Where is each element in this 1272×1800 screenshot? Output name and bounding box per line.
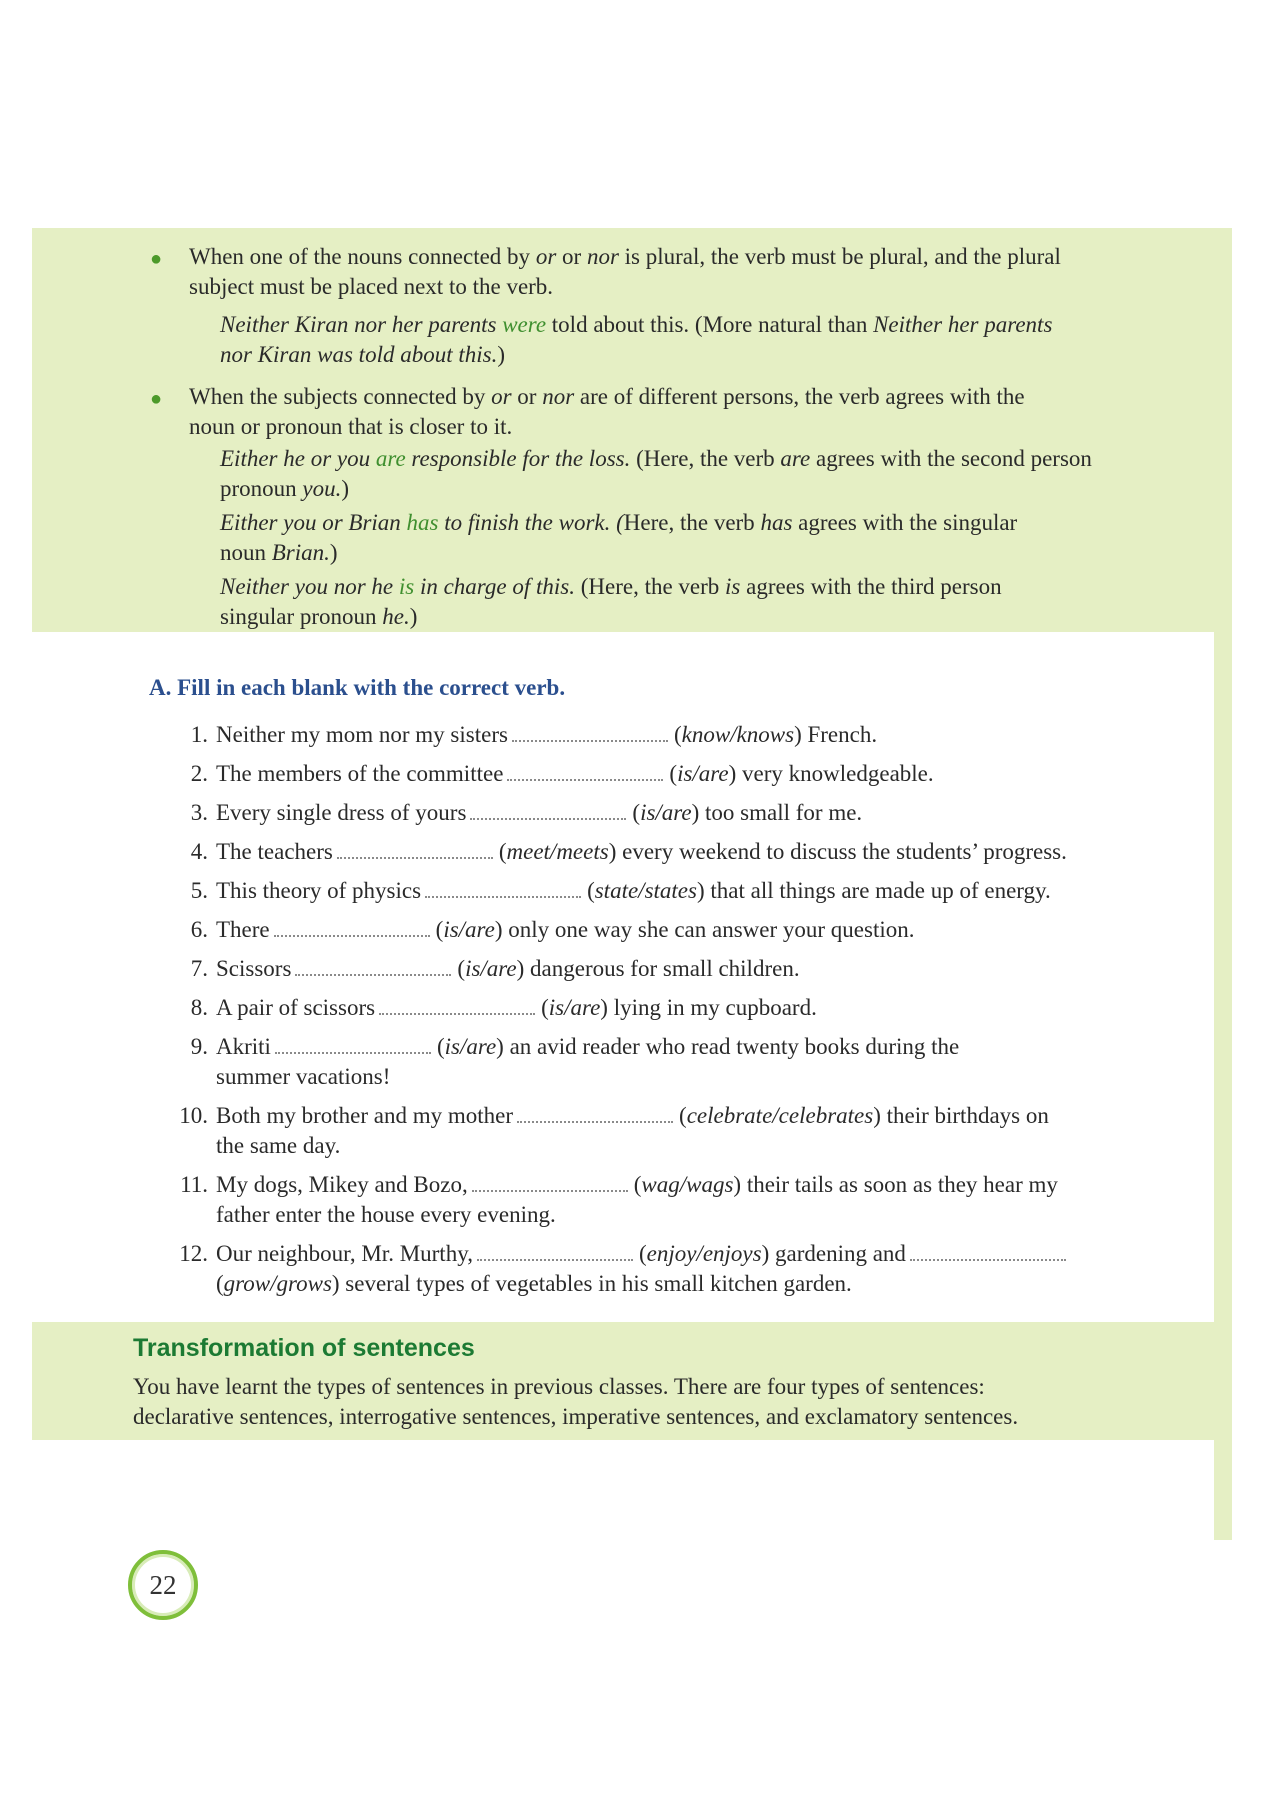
exercise-item-11: My dogs, Mikey and Bozo, (wag/wags) their tails as soon as they hear my [216,1172,1058,1197]
exercise-item-9: Akriti (is/are) an avid reader who read twenty books during the [216,1034,960,1059]
rule2-example3-line1: Neither you nor he is in charge of this. (Here, the verb is agrees with the third person [220,574,1002,599]
page-number-badge: 22 [128,1550,198,1620]
answer-blank[interactable] [275,1036,431,1054]
answer-blank[interactable] [379,997,535,1015]
item-number: 4. [190,839,208,864]
exercise-item-1: Neither my mom nor my sisters (know/knows) French. [216,722,878,747]
answer-blank[interactable] [477,1243,633,1261]
rule1-line1: When one of the nouns connected by or or nor is plural, the verb must be plural, and the plural [189,244,1061,269]
item-number: 7. [190,956,208,981]
exercise-item-10-cont: the same day. [216,1133,341,1158]
item-number: 6. [190,917,208,942]
item-number: 2. [190,761,208,786]
exercise-heading: A. Fill in each blank with the correct verb. [149,675,566,700]
item-number: 3. [190,800,208,825]
item-number: 11. [180,1172,208,1197]
rule2-line1: When the subjects connected by or or nor are of different persons, the verb agrees with the [189,384,1025,409]
item-number: 9. [190,1034,208,1059]
answer-blank[interactable] [274,919,430,937]
rule2-example1-line1: Either he or you are responsible for the loss. (Here, the verb are agrees with the second person [220,446,1092,471]
exercise-item-10: Both my brother and my mother (celebrate/celebrates) their birthdays on [216,1103,1049,1128]
bullet-icon: ● [150,248,163,270]
answer-blank[interactable] [517,1105,673,1123]
item-number: 1. [190,722,208,747]
exercise-item-3: Every single dress of yours (is/are) too small for me. [216,800,863,825]
answer-blank[interactable] [512,724,668,742]
answer-blank[interactable] [472,1174,628,1192]
item-number: 10. [179,1103,208,1128]
item-number: 5. [190,878,208,903]
answer-blank[interactable] [507,763,663,781]
rule2-example3-line2: singular pronoun he.) [220,604,418,629]
exercise-item-6: There (is/are) only one way she can answer your question. [216,917,915,942]
exercise-item-12-cont: (grow/grows) several types of vegetables in his small kitchen garden. [216,1271,852,1296]
rule2-example2-line1: Either you or Brian has to finish the work. (Here, the verb has agrees with the singular [220,510,1018,535]
exercise-item-4: The teachers (meet/meets) every weekend to discuss the students’ progress. [216,839,1067,864]
rule1-example-line2: nor Kiran was told about this.) [220,342,505,367]
exercise-item-7: Scissors (is/are) dangerous for small children. [216,956,800,981]
rule2-example2-line2: noun Brian.) [220,540,338,565]
transformation-line1: You have learnt the types of sentences in previous classes. There are four types of sentences: [133,1374,985,1399]
section-title: Transformation of sentences [133,1334,475,1362]
rule1-example-line1: Neither Kiran nor her parents were told about this. (More natural than Neither her parents [220,312,1053,337]
exercise-item-2: The members of the committee (is/are) very knowledgeable. [216,761,934,786]
answer-blank[interactable] [337,841,493,859]
exercise-item-9-cont: summer vacations! [216,1064,391,1089]
item-number: 12. [179,1241,208,1266]
answer-blank[interactable] [295,958,451,976]
answer-blank[interactable] [425,880,581,898]
item-number: 8. [190,995,208,1020]
answer-blank[interactable] [910,1243,1066,1261]
exercise-item-11-cont: father enter the house every evening. [216,1202,556,1227]
bullet-icon: ● [150,388,163,410]
exercise-item-8: A pair of scissors (is/are) lying in my cupboard. [216,995,817,1020]
rule1-line2: subject must be placed next to the verb. [189,274,554,299]
rule2-example1-line2: pronoun you.) [220,476,350,501]
answer-blank[interactable] [470,802,626,820]
rule2-line2: noun or pronoun that is closer to it. [189,414,513,439]
exercise-item-5: This theory of physics (state/states) that all things are made up of energy. [216,878,1051,903]
transformation-line2: declarative sentences, interrogative sentences, imperative sentences, and exclamatory sentences. [133,1404,1019,1429]
exercise-item-12: Our neighbour, Mr. Murthy, (enjoy/enjoys) gardening and [216,1239,1072,1269]
